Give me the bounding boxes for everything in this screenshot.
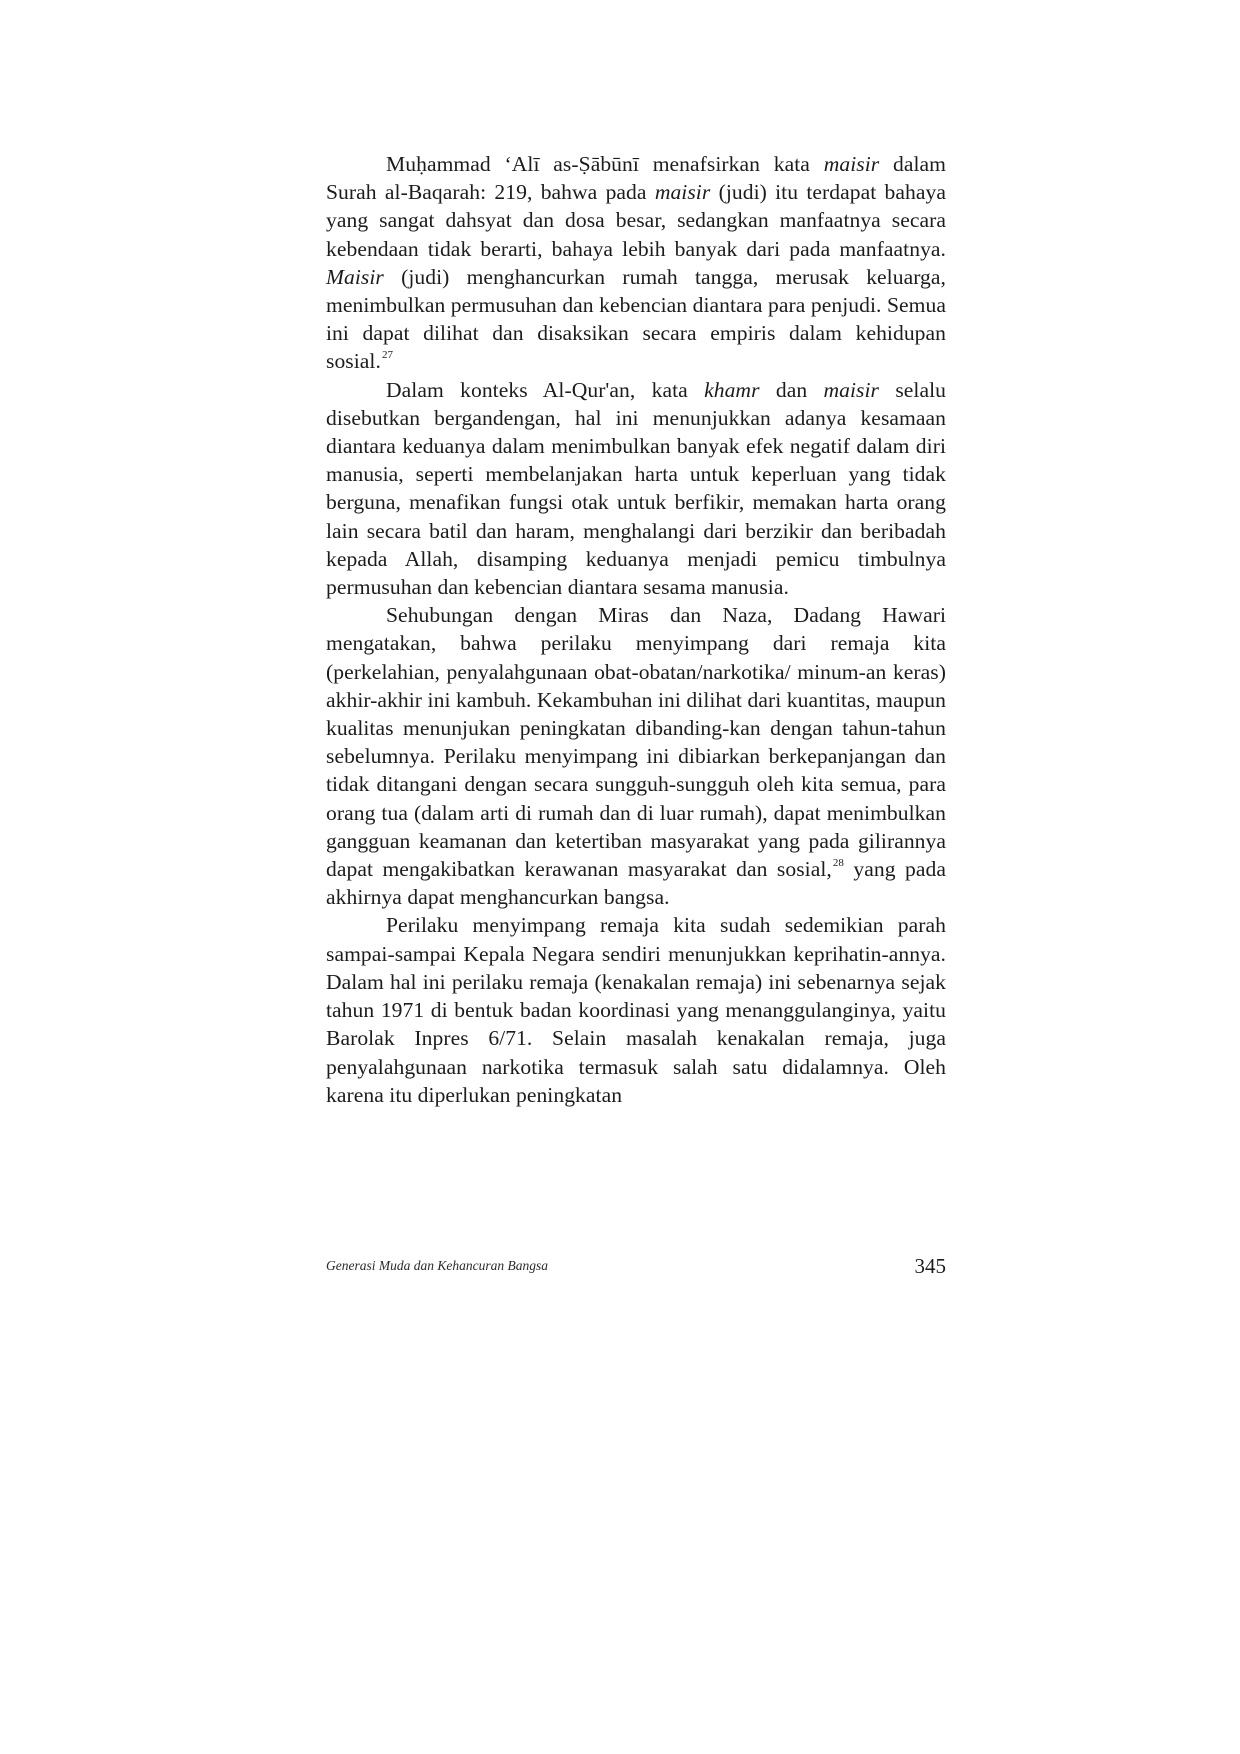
- text-run: dalam Surah al-Baqarah: 219, bahwa pada: [326, 152, 946, 205]
- italic-term: maisir: [654, 180, 711, 205]
- footnote-reference: 28: [832, 857, 844, 870]
- page-number: 345: [914, 1254, 946, 1278]
- italic-term: khamr: [704, 377, 760, 402]
- italic-term: Maisir: [326, 264, 384, 289]
- text-run: (judi) itu terdapat bahaya yang sangat dahsyat dan dosa besar, sedangkan manfaatnya secara kebendaan tidak berarti, bahaya lebih banyak dari pada manfaatnya.: [326, 180, 946, 261]
- text-run: (judi) menghancurkan rumah tangga, merusak keluarga, menimbulkan permusuhan dan kebencian diantara para penjudi. Semua ini dapat dilihat dan disaksikan secara empiris dalam kehidupan sosial.: [326, 264, 946, 374]
- text-run: selalu disebutkan bergandengan, hal ini menunjukkan adanya kesamaan diantara keduanya dalam menimbulkan banyak efek negatif dalam diri manusia, seperti membelanjakan harta untuk keperluan yang tidak berguna, menafikan fungsi otak untuk berfikir, memakan harta orang lain secara batil dan haram, menghalangi dari berzikir dan beribadah kepada Allah, disamping keduanya menjadi pemicu timbulnya permusuhan dan kebencian diantara sesama manusia.: [326, 377, 946, 600]
- footnote-reference: 27: [381, 349, 394, 362]
- text-run: Muḥammad ‘Alī as-Ṣābūnī menafsirkan kata: [386, 152, 824, 176]
- text-run: yang pada akhirnya dapat menghancurkan bangsa.: [326, 857, 946, 910]
- paragraph: [326, 601, 946, 911]
- text-run: Sehubungan dengan Miras dan Naza, Dadang Hawari mengatakan, bahwa perilaku menyimpang dari remaja kita (perkelahian, penyalahgunaan obat-obatan/narkotika/ minum-an keras) akhir-akhir ini kambuh. Kekambuhan ini dilihat dari kuantitas, maupun kualitas menunjukan peningkatan dibanding-kan dengan tahun-tahun sebelumnya. Perilaku menyimpang ini dibiarkan berkepanjangan dan tidak ditangani dengan secara sungguh-sungguh oleh kita semua, para orang tua (dalam arti di rumah dan di luar rumah), dapat menimbulkan gangguan keamanan dan ketertiban masyarakat yang pada gilirannya dapat mengakibatkan kerawanan masyarakat dan sosial,: [326, 603, 946, 882]
- italic-term: maisir: [823, 152, 880, 176]
- body-text: [326, 150, 946, 1109]
- paragraph: [326, 150, 946, 376]
- italic-term: maisir: [823, 377, 880, 402]
- paragraph: [326, 376, 946, 602]
- text-run: dan: [759, 377, 824, 402]
- text-run: Perilaku menyimpang remaja kita sudah sedemikian parah sampai-sampai Kepala Negara sendiri menunjukkan keprihatin-annya. Dalam hal ini perilaku remaja (kenakalan remaja) ini sebenarnya sejak tahun 1971 di bentuk badan koordinasi yang menanggulanginya, yaitu Barolak Inpres 6/71. Selain masalah kenakalan remaja, juga penyalahgunaan narkotika termasuk salah satu didalamnya. Oleh karena itu diperlukan peningkatan: [326, 913, 946, 1107]
- text-run: Dalam konteks Al-Qur'an, kata: [386, 377, 705, 402]
- page-footer: [326, 1254, 946, 1284]
- paragraph: [326, 911, 946, 1108]
- running-footer-title: Generasi Muda dan Kehancuran Bangsa: [326, 1258, 548, 1273]
